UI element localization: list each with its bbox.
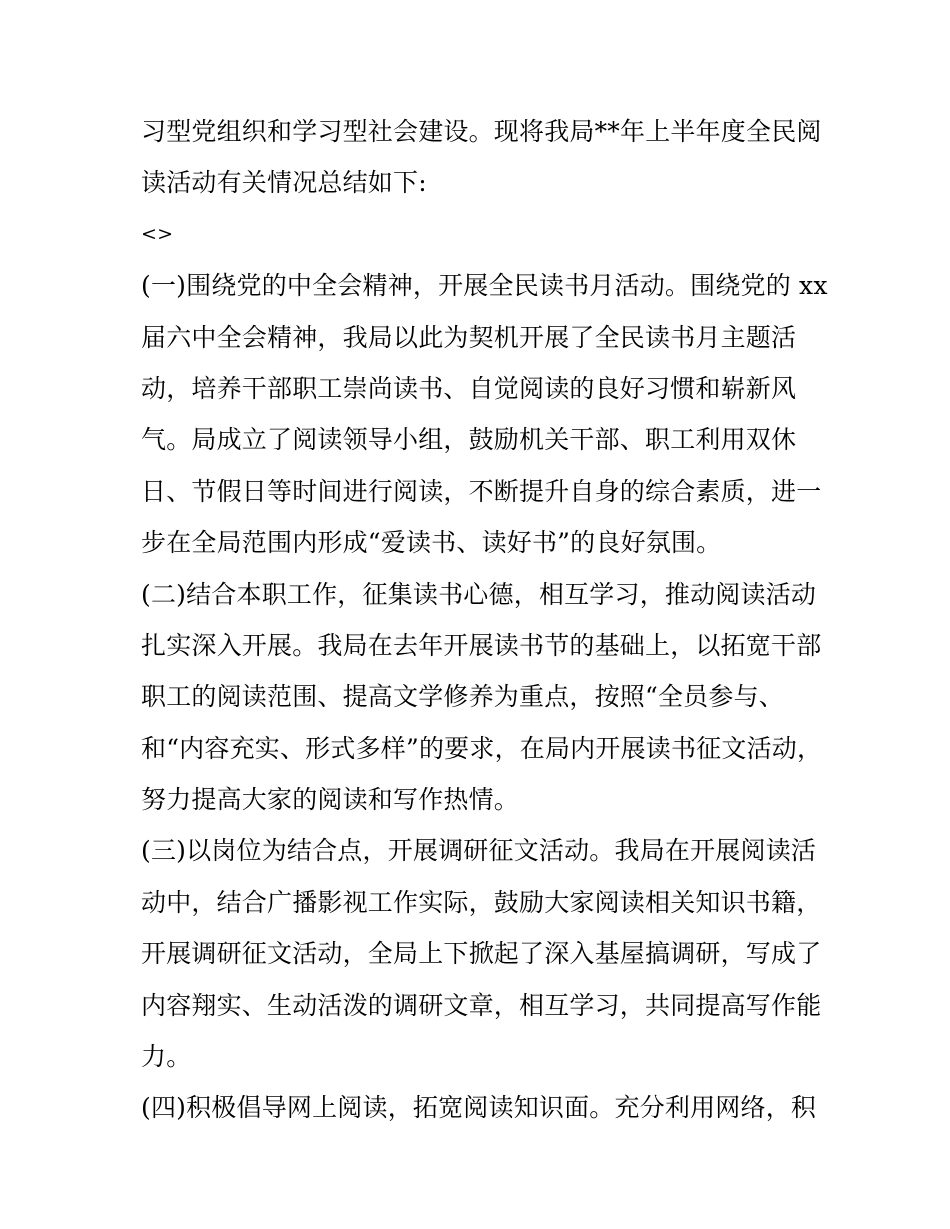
document-body [141, 106, 828, 1134]
text-line-12: 职工的阅读范围、提高文学修养为重点，按照“全员参与、 [141, 682, 784, 712]
text-line-13: 和“内容充实、形式多样”的要求，在局内开展读书征文活动， [141, 733, 823, 763]
text-line-9: 步在全局范围内形成“爱读书、读好书”的良好氛围。 [141, 528, 722, 558]
text-line-placeholder: <> [141, 222, 174, 245]
text-line-11: 扎实深入开展。我局在去年开展读书节的基础上，以拓宽干部 [141, 630, 822, 660]
text-line-5: 届六中全会精神，我局以此为契机开展了全民读书月主题活 [141, 322, 797, 352]
section-four-heading-line: (四)积极倡导网上阅读，拓宽阅读知识面。充分利用网络，积 [141, 1093, 817, 1123]
text-line-8: 日、节假日等时间进行阅读，不断提升自身的综合素质，进一 [141, 476, 822, 506]
text-line-7: 气。局成立了阅读领导小组，鼓励机关干部、职工利用双休 [141, 425, 797, 455]
text-line-6: 动，培养干部职工崇尚读书、自觉阅读的良好习惯和崭新风 [141, 373, 797, 403]
section-two-heading-line: (二)结合本职工作，征集读书心德，相互学习，推动阅读活动 [141, 579, 817, 609]
text-line-16: 动中，结合广播影视工作实际，鼓励大家阅读相关知识书籍， [141, 887, 822, 917]
section-one-heading-line: (一)围绕党的中全会精神，开展全民读书月活动。围绕党的 xx [141, 271, 828, 301]
text-line-18: 内容翔实、生动活泼的调研文章，相互学习，共同提高写作能 [141, 990, 822, 1020]
text-line-19: 力。 [141, 1042, 192, 1072]
text-line-2: 读活动有关情况总结如下: [141, 168, 427, 198]
text-line-17: 开展调研征文活动，全局上下掀起了深入基屋搞调研，写成了 [141, 939, 822, 969]
text-line-14: 努力提高大家的阅读和写作热情。 [141, 785, 520, 815]
section-three-heading-line: (三)以岗位为结合点，开展调研征文活动。我局在开展阅读活 [141, 836, 817, 866]
text-line-1: 习型党组织和学习型社会建设。现将我局**年上半年度全民阅 [141, 117, 822, 146]
